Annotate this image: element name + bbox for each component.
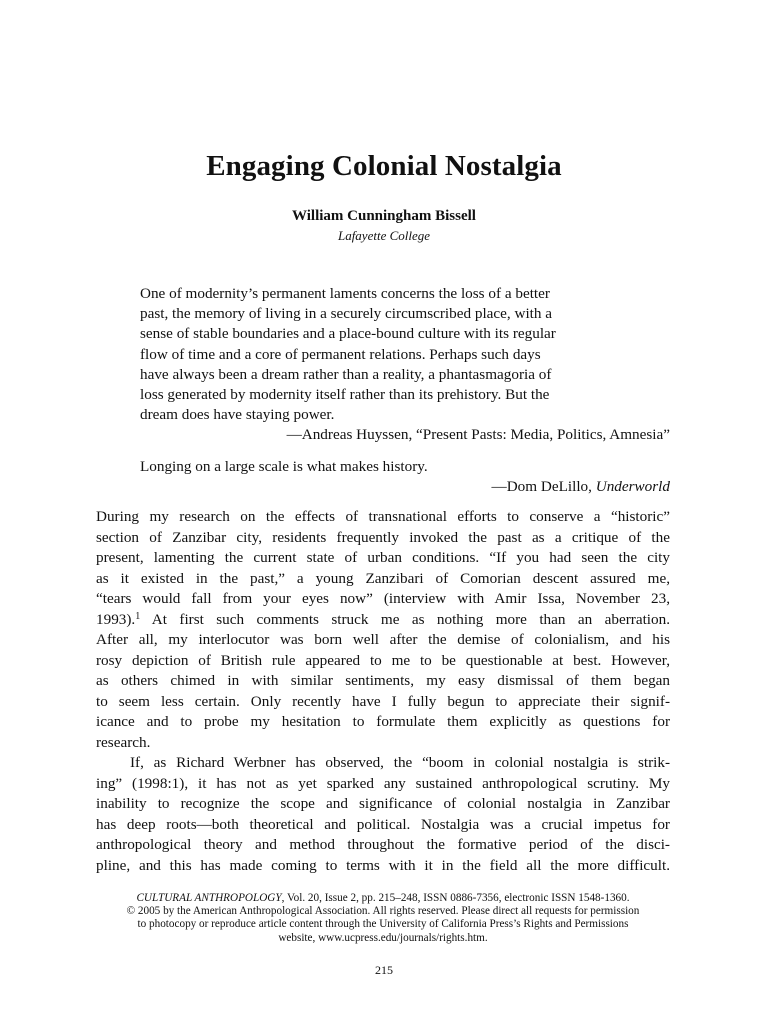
body-line: present, lamenting the current state of urban conditions. “If you had seen the city [96, 549, 670, 566]
epigraph-line: Longing on a large scale is what makes history. [140, 458, 428, 475]
body-line: section of Zanzibar city, residents frequently invoked the past as a critique of the [96, 528, 670, 546]
body-line: inability to recognize the scope and significance of colonial nostalgia in Zanzibar [96, 795, 670, 812]
footer-citation [96, 892, 670, 905]
epigraph-attribution [140, 477, 670, 497]
epigraph-attribution: —Andreas Huyssen, “Present Pasts: Media, Politics, Amnesia” [286, 426, 670, 444]
attribution-work-title: Underworld [595, 478, 670, 496]
body-line-text: 1993). [96, 610, 136, 628]
body-line: has deep roots—both theoretical and political. Nostalgia was a crucial impetus for [96, 815, 670, 833]
epigraph-delillo [140, 457, 670, 497]
body-line: After all, my interlocutor was born well after the demise of colonialism, and his [96, 631, 670, 648]
page-number: 215 [375, 963, 393, 977]
body-line: to seem less certain. Only recently have I fully begun to appreciate their signif- [96, 692, 670, 710]
article-body [96, 507, 670, 876]
journal-name: CULTURAL ANTHROPOLOGY [136, 892, 282, 904]
body-line: “tears would fall from your eyes now” (interview with Amir Issa, November 23, [96, 590, 670, 607]
citation-details: , Vol. 20, Issue 2, pp. 215–248, ISSN 0886-7356, electronic ISSN 1548-1360. [281, 892, 630, 904]
body-line: ing” (1998:1), it has not as yet sparked any sustained anthropological scrutiny. My [96, 774, 670, 792]
author-name: William Cunningham Bissell [292, 208, 476, 224]
body-line: as others chimed in with similar sentiments, my easy dismissal of them began [96, 672, 670, 689]
epigraph-line: flow of time and a core of permanent relations. Perhaps such days [140, 345, 541, 363]
footer-copyright: © 2005 by the American Anthropological Association. All rights reserved. Please direct all requests for permission [126, 905, 640, 918]
epigraph-line: have always been a dream rather than a reality, a phantasmagoria of [140, 365, 552, 383]
footer-website: website, www.ucpress.edu/journals/rights.htm. [278, 931, 488, 944]
article-title: Engaging Colonial Nostalgia [206, 150, 562, 182]
footer-permissions: to photocopy or reproduce article content through the University of California Press’s Rights and Permissions [137, 918, 629, 931]
body-line: During my research on the effects of transnational efforts to conserve a “historic” [96, 508, 670, 525]
epigraph-huyssen [140, 284, 670, 446]
attribution-prefix: —Dom DeLillo, [491, 478, 596, 496]
epigraph-line: dream does have staying power. [140, 406, 335, 424]
body-line: rosy depiction of British rule appeared to me to be questionable at best. However, [96, 651, 670, 669]
body-line: anthropological theory and method throughout the formative period of the disci- [96, 836, 670, 853]
body-line: pline, and this has made coming to terms with it in the field all the more difficult. [96, 856, 670, 874]
body-line: icance and to probe my hesitation to formulate them explicitly as questions for [96, 713, 670, 730]
author-affiliation: Lafayette College [337, 228, 431, 243]
body-line [96, 610, 670, 631]
epigraph-line: past, the memory of living in a securely circumscribed place, with a [140, 305, 553, 323]
body-line-text: At first such comments struck me as nothing more than an aberration. [140, 610, 670, 628]
epigraph-line: loss generated by modernity itself rather than its prehistory. But the [140, 386, 550, 404]
body-line: research. [96, 733, 151, 751]
footnote-marker[interactable]: 1 [135, 610, 141, 622]
epigraph-line: One of modernity’s permanent laments concerns the loss of a better [140, 285, 550, 302]
body-line: If, as Richard Werbner has observed, the “boom in colonial nostalgia is strik- [130, 754, 670, 771]
body-line: as it existed in the past,” a young Zanzibari of Comorian descent assured me, [96, 569, 670, 587]
epigraph-line: sense of stable boundaries and a place-bound culture with its regular [140, 325, 556, 343]
copyright-footer [96, 892, 670, 945]
